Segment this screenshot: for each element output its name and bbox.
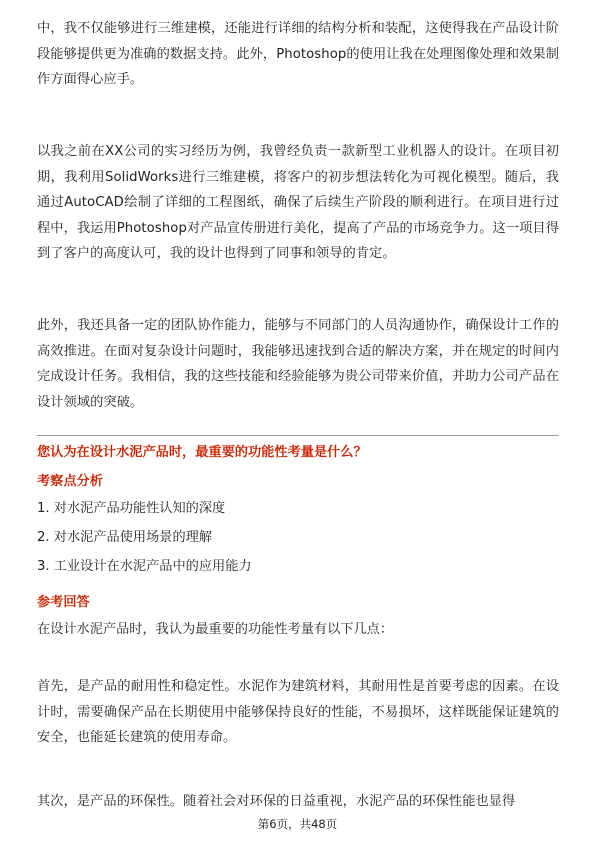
body-paragraph: 中，我不仅能够进行三维建模，还能进行详细的结构分析和装配，这使得我在产品设计阶段能够提供更为准确的数据支持。此外，Photoshop的使用让我在处理图像处理和效果制作方面得心应手。	[37, 21, 559, 87]
body-paragraph: 此外，我还具备一定的团队协作能力，能够与不同部门的人员沟通协作，确保设计工作的高效推进。在面对复杂设计问题时，我能够迅速找到合适的解决方案，并在规定的时间内完成设计任务。我相信，我的这些技能和经验能够为贵公司带来价值，并助力公司产品在设计领域的突破。	[37, 318, 559, 410]
analysis-item: 3. 工业设计在水泥产品中的应用能力	[37, 559, 252, 574]
page-number: 第6页，共48页	[257, 817, 338, 831]
analysis-item: 2. 对水泥产品使用场景的理解	[37, 530, 213, 545]
answer-paragraph: 其次，是产品的环保性。随着社会对环保的日益重视，水泥产品的环保性能也显得	[37, 794, 516, 809]
answer-intro: 在设计水泥产品时，我认为最重要的功能性考量有以下几点：	[37, 622, 394, 637]
analysis-heading: 考察点分析	[37, 474, 103, 489]
section-divider	[37, 435, 559, 436]
answer-heading: 参考回答	[37, 595, 90, 610]
interview-question: 您认为在设计水泥产品时，最重要的功能性考量是什么？	[37, 445, 367, 460]
answer-paragraph: 首先，是产品的耐用性和稳定性。水泥作为建筑材料，其耐用性是首要考虑的因素。在设计时，需要确保产品在长期使用中能够保持良好的性能，不易损坏，这样既能保证建筑的安全，也能延长建筑的使用寿命。	[37, 679, 559, 745]
analysis-item: 1. 对水泥产品功能性认知的深度	[37, 501, 226, 516]
body-paragraph: 以我之前在XX公司的实习经历为例，我曾经负责一款新型工业机器人的设计。在项目初期，我利用SolidWorks进行三维建模，将客户的初步想法转化为可视化模型。随后，我通过AutoCAD绘制了详细的工程图纸，确保了后续生产阶段的顺利进行。在项目进行过程中，我运用Photoshop对产品宣传册进行美化，提高了产品的市场竞争力。这一项目得到了客户的高度认可，我的设计也得到了同事和领导的肯定。	[37, 144, 559, 261]
